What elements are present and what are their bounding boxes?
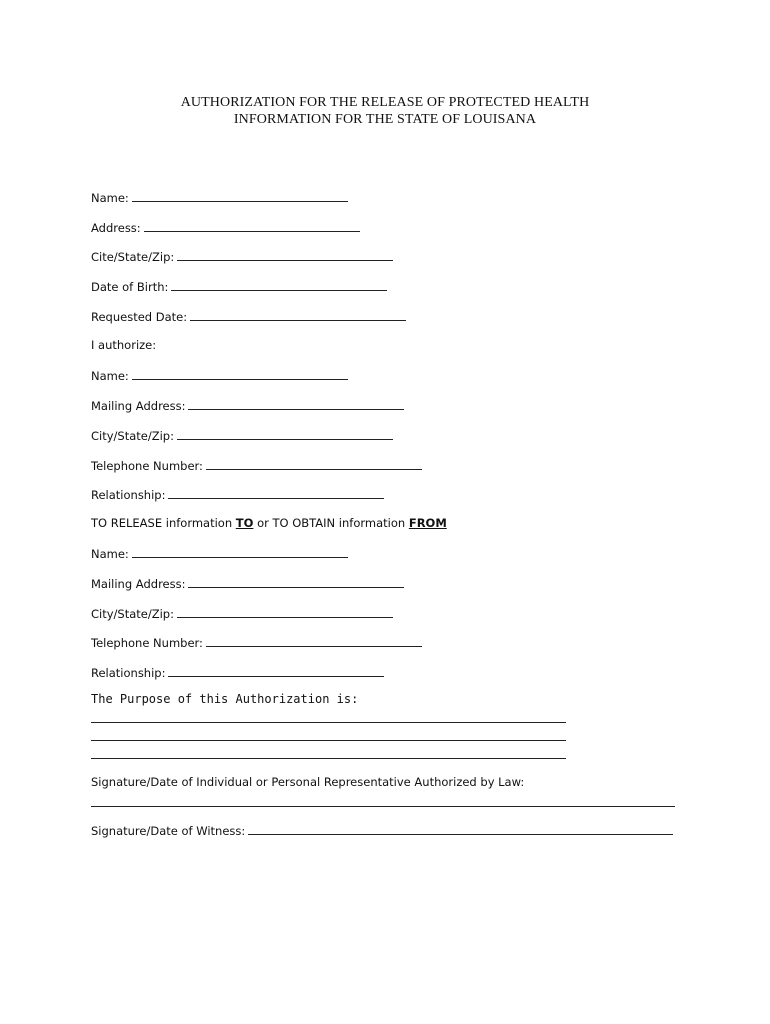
recipient1-mailing-field[interactable] xyxy=(188,398,404,410)
patient-name-row xyxy=(91,190,348,205)
recipient2-city-label: City/State/Zip: xyxy=(91,607,174,621)
recipient1-city-row xyxy=(91,428,393,443)
patient-address-field[interactable] xyxy=(144,220,360,232)
recipient2-relationship-label: Relationship: xyxy=(91,666,166,680)
recipient2-relationship-row xyxy=(91,665,384,680)
release-to-option[interactable]: TO xyxy=(235,516,254,530)
patient-address-row xyxy=(91,220,360,235)
recipient1-name-label: Name: xyxy=(91,369,129,383)
recipient2-name-field[interactable] xyxy=(132,546,348,558)
recipient2-mailing-row xyxy=(91,576,404,591)
recipient1-city-label: City/State/Zip: xyxy=(91,429,174,443)
title-line-2: INFORMATION FOR THE STATE OF LOUISANA xyxy=(233,112,537,127)
witness-label: Signature/Date of Witness: xyxy=(91,824,246,838)
recipient2-name-label: Name: xyxy=(91,547,129,561)
recipient2-phone-label: Telephone Number: xyxy=(91,636,203,650)
patient-address-label: Address: xyxy=(91,221,141,235)
authorize-label: I authorize: xyxy=(91,338,157,352)
witness-row xyxy=(91,823,673,838)
purpose-line-1[interactable] xyxy=(91,722,566,723)
patient-city-label: Cite/State/Zip: xyxy=(91,250,175,264)
recipient2-city-row xyxy=(91,606,393,621)
title-line-1: AUTHORIZATION FOR THE RELEASE OF PROTECTED HEALTH xyxy=(180,95,590,110)
purpose-line-2[interactable] xyxy=(91,740,566,741)
requested-date-label: Requested Date: xyxy=(91,310,188,324)
document-title xyxy=(0,94,770,128)
recipient2-phone-field[interactable] xyxy=(206,635,422,647)
patient-city-field[interactable] xyxy=(177,249,393,261)
recipient1-relationship-label: Relationship: xyxy=(91,488,166,502)
patient-name-label: Name: xyxy=(91,191,129,205)
signature-field[interactable] xyxy=(91,806,675,807)
recipient2-mailing-label: Mailing Address: xyxy=(91,577,186,591)
requested-date-row xyxy=(91,309,406,324)
patient-dob-field[interactable] xyxy=(171,279,387,291)
recipient1-name-field[interactable] xyxy=(132,368,348,380)
requested-date-field[interactable] xyxy=(190,309,406,321)
recipient1-phone-row xyxy=(91,458,422,473)
release-middle: or TO OBTAIN information xyxy=(257,516,406,530)
recipient1-name-row xyxy=(91,368,348,383)
patient-city-row xyxy=(91,249,393,264)
purpose-label: The Purpose of this Authorization is: xyxy=(91,692,359,706)
release-direction-row xyxy=(91,516,447,530)
recipient2-relationship-field[interactable] xyxy=(168,665,384,677)
recipient1-relationship-row xyxy=(91,487,384,502)
recipient1-relationship-field[interactable] xyxy=(168,487,384,499)
signature-label: Signature/Date of Individual or Personal Representative Authorized by Law: xyxy=(91,775,525,789)
patient-dob-row xyxy=(91,279,387,294)
patient-name-field[interactable] xyxy=(132,190,348,202)
purpose-line-3[interactable] xyxy=(91,758,566,759)
recipient2-phone-row xyxy=(91,635,422,650)
patient-dob-label: Date of Birth: xyxy=(91,280,169,294)
recipient1-mailing-label: Mailing Address: xyxy=(91,399,186,413)
recipient1-mailing-row xyxy=(91,398,404,413)
release-prefix: TO RELEASE information xyxy=(91,516,233,530)
witness-field[interactable] xyxy=(248,823,673,835)
release-from-option[interactable]: FROM xyxy=(408,516,447,530)
recipient1-phone-field[interactable] xyxy=(206,458,422,470)
recipient2-name-row xyxy=(91,546,348,561)
recipient1-city-field[interactable] xyxy=(177,428,393,440)
recipient1-phone-label: Telephone Number: xyxy=(91,459,203,473)
recipient2-mailing-field[interactable] xyxy=(188,576,404,588)
recipient2-city-field[interactable] xyxy=(177,606,393,618)
